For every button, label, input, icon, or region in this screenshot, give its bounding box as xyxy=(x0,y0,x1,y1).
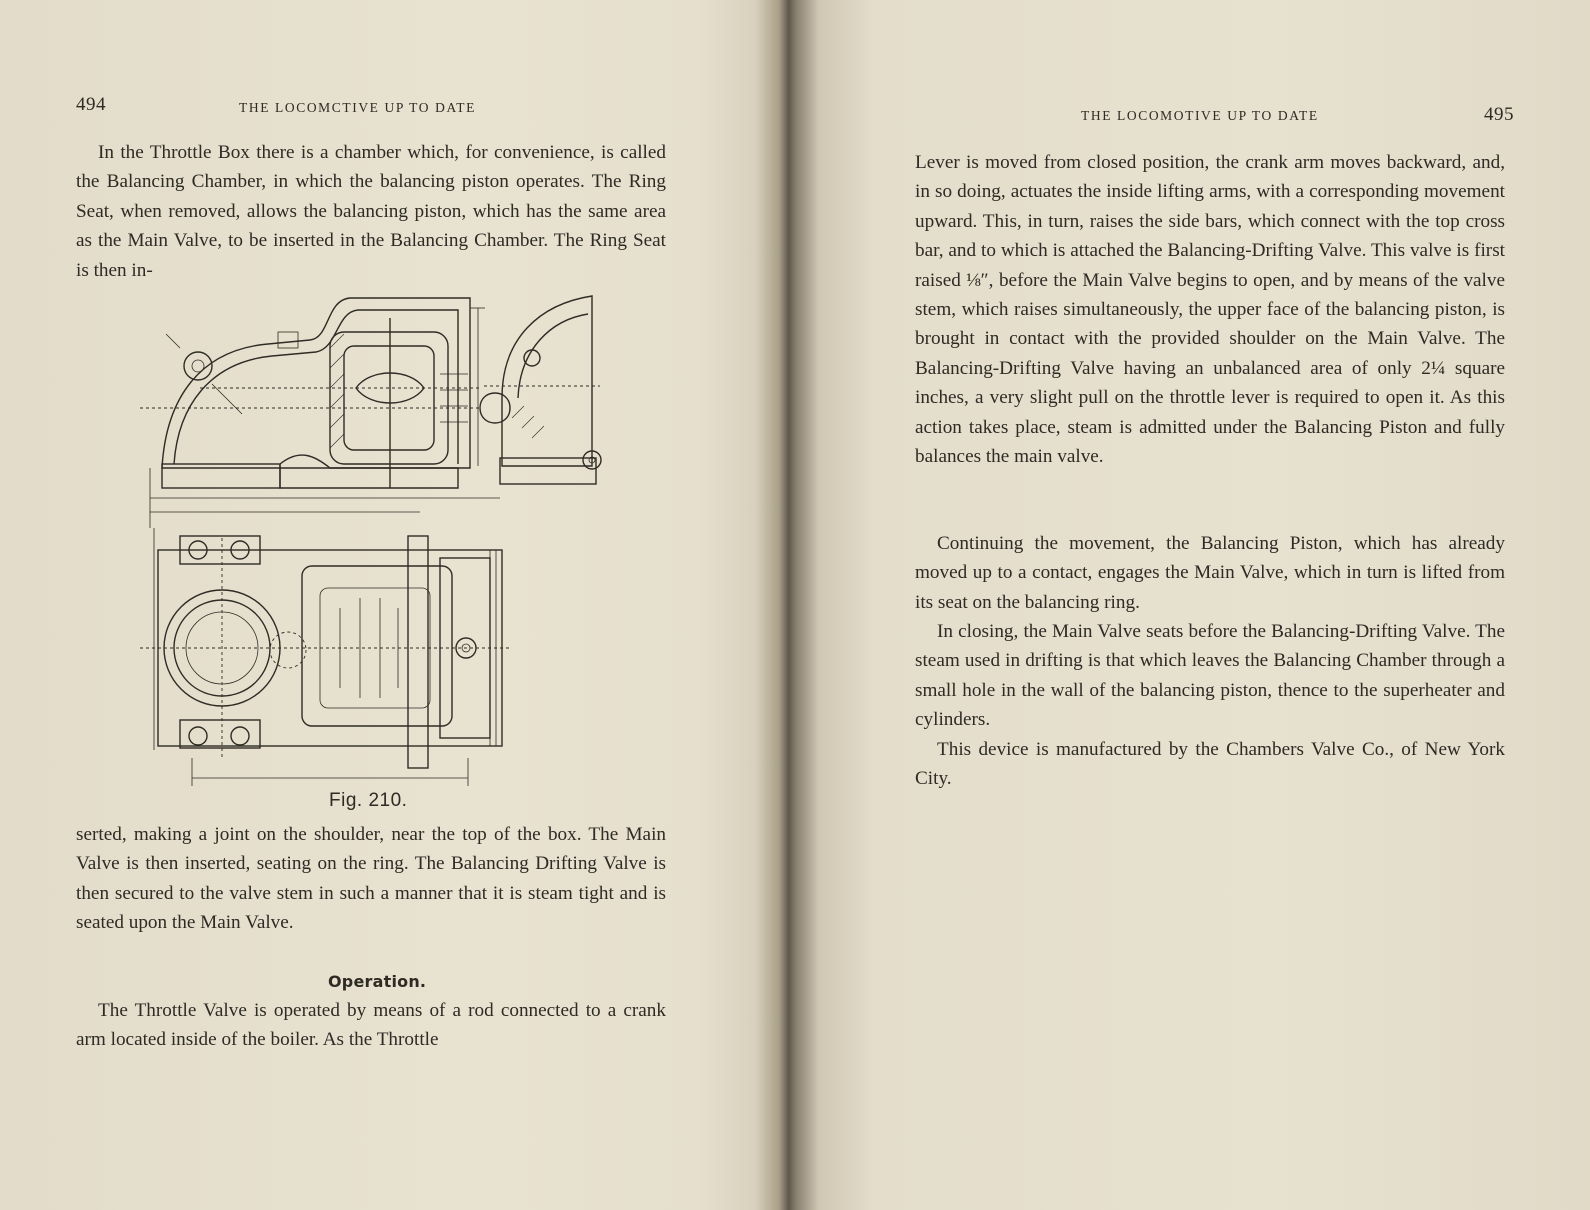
left-paragraph-1: In the Throttle Box there is a chamber which, for convenience, is called the Balancing Chamber, in which the balancing piston operates. The Ring Seat, when removed, allows the balancing piston, which has the same area as the Main Valve, to be inserted in the Balancing Chamber. The Ring Seat is then in- xyxy=(76,142,666,281)
right-paragraph-4: This device is manufactured by the Chambers Valve Co., of New York City. xyxy=(915,739,1505,790)
page-number-right: 495 xyxy=(1484,104,1514,125)
right-paragraph-1: Lever is moved from closed position, the crank arm moves backward, and, in so doing, actuates the inside lifting arms, with a corresponding movement upward. This, in turn, raises the side bars, which connect with the top cross bar, and to which is attached the Balancing-Drifting Valve. This valve is first raised ⅛″, before the Main Valve begins to open, and by means of the valve stem, which raises simultaneously, the upper face of the balancing piston, is brought in contact with the provided shoulder on the Main Valve. The Balancing-Drifting Valve having an unbalanced area of only 2¼ square inches, a very slight pull on the throttle lever is required to open it. As this action takes place, steam is admitted under the Balancing Piston and fully balances the main valve. xyxy=(915,152,1505,468)
left-page xyxy=(0,0,790,1210)
section-heading-operation: Operation. xyxy=(328,972,427,991)
running-head-right: THE LOCOMOTIVE UP TO DATE xyxy=(1081,108,1319,123)
left-paragraph-3: The Throttle Valve is operated by means of a rod connected to a crank arm located inside of the boiler. As the Throttle xyxy=(76,1000,666,1051)
page-number-left: 494 xyxy=(76,94,106,115)
throttle-valve-drawing xyxy=(140,288,620,793)
figure-caption: Fig. 210. xyxy=(329,790,408,811)
right-paragraph-3: In closing, the Main Valve seats before the Balancing-Drifting Valve. The steam used in drifting is that which leaves the Balancing Chamber through a small hole in the wall of the balancing piston, thence to the superheater and cylinders. xyxy=(915,621,1505,731)
running-head-left: THE LOCOMCTIVE UP TO DATE xyxy=(239,100,476,115)
right-page xyxy=(795,0,1590,1210)
technical-drawing-fig-210 xyxy=(140,288,620,793)
left-paragraph-2: serted, making a joint on the shoulder, near the top of the box. The Main Valve is then inserted, seating on the ring. The Balancing Drifting Valve is then secured to the valve stem in such a manner that it is steam tight and is seated upon the Main Valve. xyxy=(76,824,666,934)
right-paragraph-2: Continuing the movement, the Balancing Piston, which has already moved up to a contact, engages the Main Valve, which in turn is lifted from its seat on the balancing ring. xyxy=(915,533,1505,613)
